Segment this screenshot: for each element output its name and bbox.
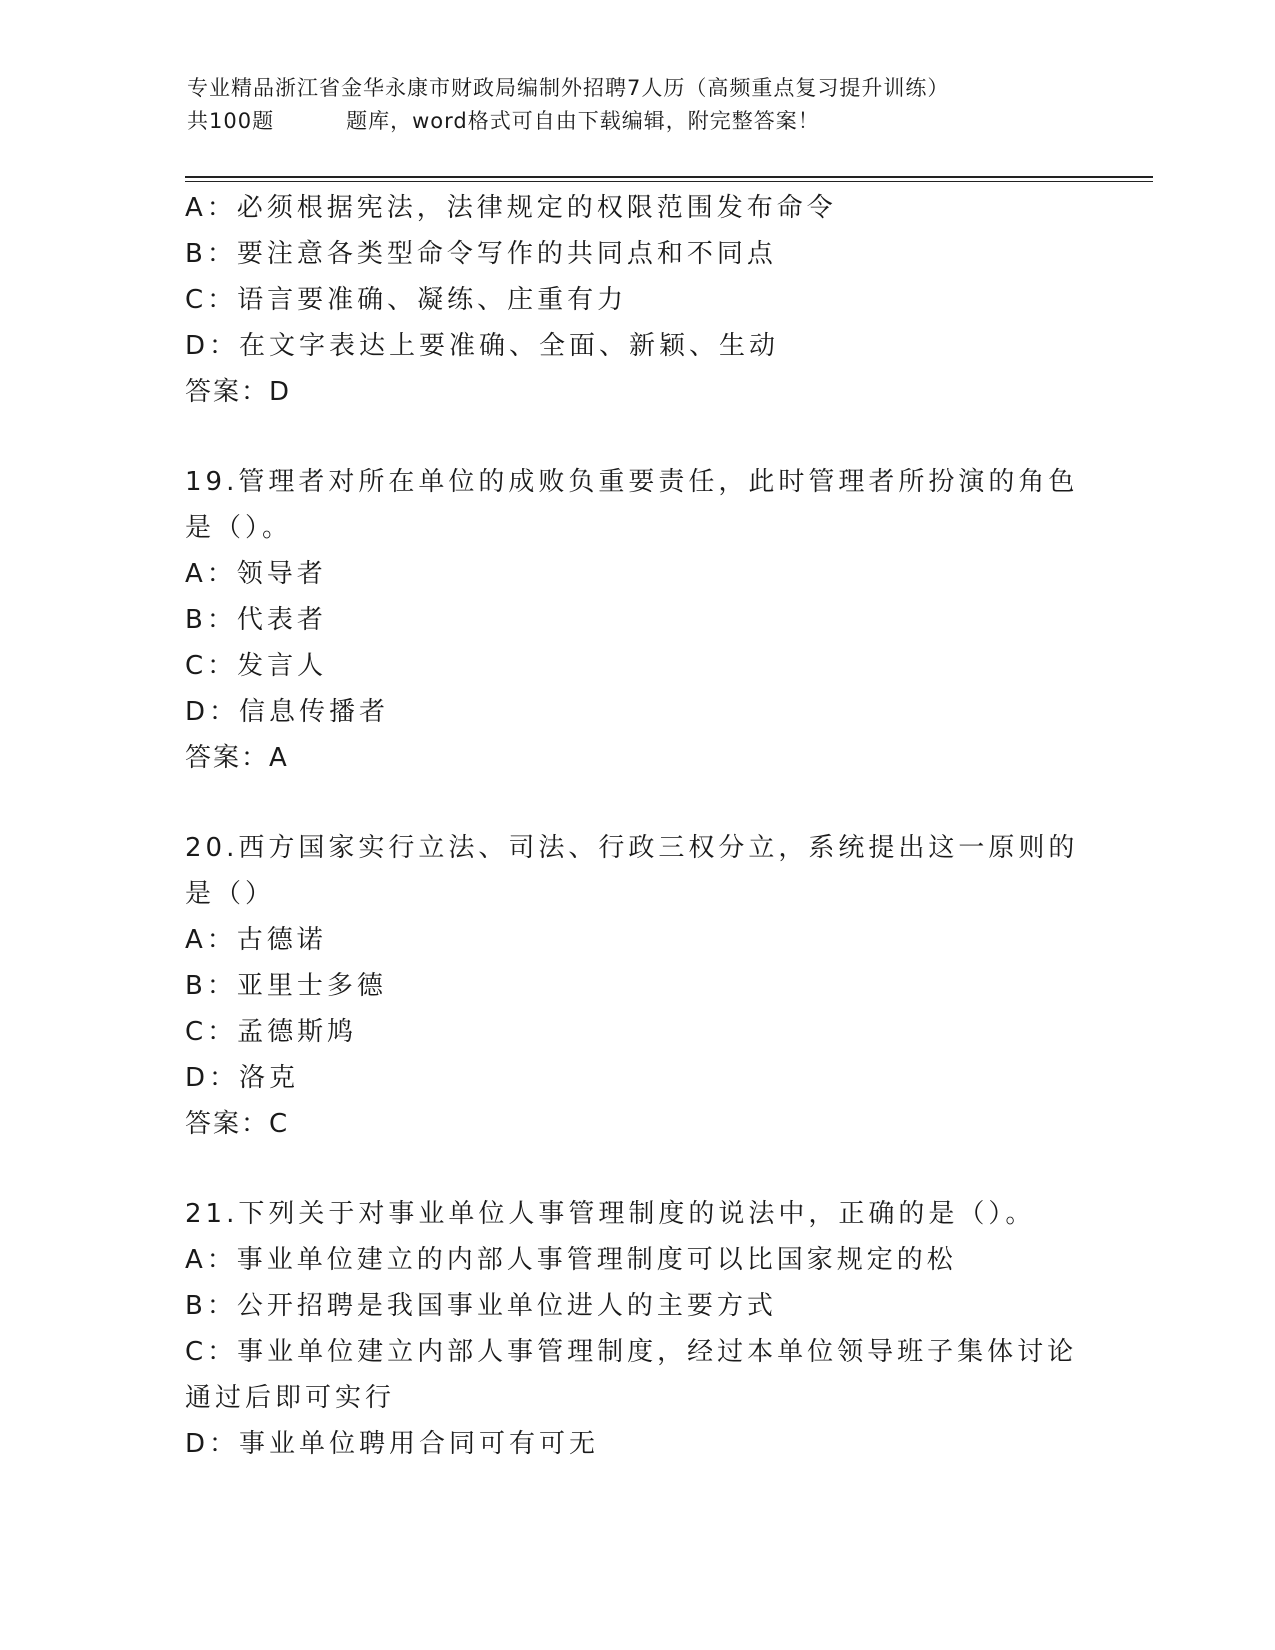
question-block	[185, 185, 1085, 415]
question-block	[185, 459, 1085, 781]
header-title: 专业精品浙江省金华永康市财政局编制外招聘7人历（高频重点复习提升训练）	[187, 76, 950, 100]
document-header	[187, 72, 1087, 138]
question-block	[185, 825, 1085, 1147]
option-d: D：洛克	[185, 1063, 300, 1093]
header-note: 题库，word格式可自由下载编辑，附完整答案！	[346, 109, 820, 133]
answer-line: 答案：D	[185, 377, 292, 407]
option-b: B：要注意各类型命令写作的共同点和不同点	[185, 239, 777, 269]
option-b: B：代表者	[185, 605, 327, 635]
option-a: A：领导者	[185, 559, 327, 589]
option-c: C：事业单位建立内部人事管理制度，经过本单位领导班子集体讨论通过后即可实行	[185, 1337, 1078, 1413]
option-d: D：信息传播者	[185, 697, 390, 727]
option-b: B：公开招聘是我国事业单位进人的主要方式	[185, 1291, 777, 1321]
option-b: B：亚里士多德	[185, 971, 387, 1001]
option-a: A：事业单位建立的内部人事管理制度可以比国家规定的松	[185, 1245, 957, 1275]
option-d: D：在文字表达上要准确、全面、新颖、生动	[185, 331, 780, 361]
option-c: C：发言人	[185, 651, 328, 681]
option-c: C：孟德斯鸠	[185, 1017, 358, 1047]
question-block	[185, 1191, 1085, 1467]
header-subtitle	[187, 105, 1087, 138]
question-text: 21.下列关于对事业单位人事管理制度的说法中，正确的是（）。	[185, 1199, 1036, 1229]
option-a: A：古德诺	[185, 925, 327, 955]
option-c: C：语言要准确、凝练、庄重有力	[185, 285, 628, 315]
header-divider	[185, 176, 1153, 178]
option-a: A：必须根据宪法，法律规定的权限范围发布命令	[185, 193, 837, 223]
question-text: 19.管理者对所在单位的成败负重要责任，此时管理者所扮演的角色是（）。	[185, 467, 1079, 543]
header-divider-thin	[185, 181, 1153, 182]
header-count: 共100题	[187, 109, 275, 133]
question-text: 20.西方国家实行立法、司法、行政三权分立，系统提出这一原则的是（）	[185, 833, 1079, 909]
answer-line: 答案：A	[185, 743, 289, 773]
option-d: D：事业单位聘用合同可有可无	[185, 1429, 600, 1459]
answer-line: 答案：C	[185, 1109, 290, 1139]
question-list	[185, 185, 1085, 1467]
